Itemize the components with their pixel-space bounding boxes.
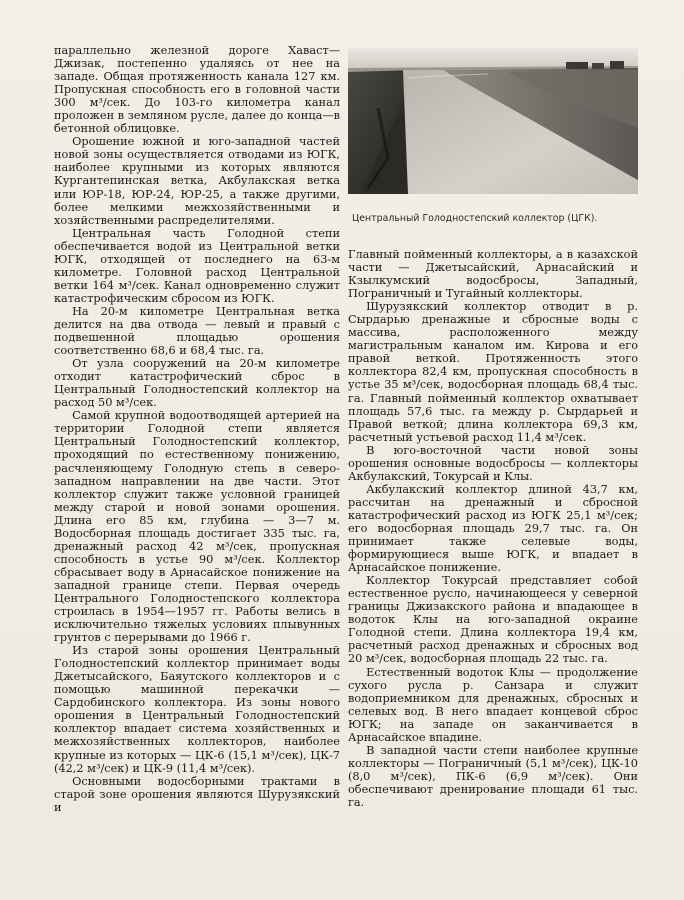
right-text-column — [348, 248, 638, 809]
left-text-column — [54, 44, 340, 814]
paragraph: От узла сооружений на 20-м километре отходит катастрофический сброс в Центральный Голодностепский коллектор на расход 50 м³/сек. — [54, 357, 340, 410]
paragraph: Самой крупной водоотводящей артерией на территории Голодной степи является Центральный Голодностепский коллектор, проходящий по естественному понижению, расчленяющему Голодную степь в северо-западном направлении на две части. Этот коллектор служит также условной границей между старой и новой зонами орошения. Длина его 85 км, глубина — 3—7 м. Водосборная площадь достигает 335 тыс. га, дренажный расход 42 м³/сек, пропускная способность в устье 90 м³/сек. Коллектор сбрасывает воду в Арнасайское понижение на западной границе степи. Первая очередь Центрального Голодностепского коллектора строилась в 1954—1957 гг. Работы велись в исключительно тяжелых условиях плывунных грунтов с перерывами до 1966 г. — [54, 409, 340, 645]
paragraph: В западной части степи наиболее крупные коллекторы — Пограничный (5,1 м³/сек), ЦК-10 (8,0 м³/сек), ПК-6 (6,9 м³/сек). Они обеспечивают дренирование площади 61 тыс. га. — [348, 743, 638, 809]
paragraph: В юго-восточной части новой зоны орошения основные водосбросы — коллекторы Акбулакский, Токурсай и Клы. — [348, 443, 638, 483]
paragraph: Естественный водоток Клы — продолжение сухого русла р. Санзара и служит водоприемником для дренажных, сбросных и селевых вод. В него впадает концевой сброс ЮГК; на западе он заканчивается в Арнасайское впадине. — [348, 665, 638, 744]
paragraph: Центральная часть Голодной степи обеспечивается водой из Центральной ветки ЮГК, отходящей от последнего на 63-м километре. Головной расход Центральной ветки 164 м³/сек. Канал одновременно служит катастрофическим сбросом из ЮГК. — [54, 226, 340, 305]
paragraph: Акбулакский коллектор длиной 43,7 км, рассчитан на дренажный и сбросной катастрофический расход из ЮГК 25,1 м³/сек; его водосборная площадь 29,7 тыс. га. Он принимает также селевые воды, формирующиеся выше ЮГК, и впадает в Арнасайское понижение. — [348, 482, 638, 575]
photo-caption: Центральный Голодностепский коллектор (ЦГК). — [352, 213, 598, 224]
paragraph: Основными водосборными трактами в старой зоне орошения являются Шурузякский и — [54, 774, 340, 814]
paragraph: На 20-м километре Центральная ветка делится на два отвода — левый и правый с подвешенной площадью орошения соответственно 68,6 и 68,4 тыс. га. — [54, 304, 340, 358]
paragraph: Коллектор Токурсай представляет собой естественное русло, начинающееся у северной границы Джизакского района и впадающее в водоток Клы на юго-западной окраине Голодной степи. Длина коллектора 19,4 км, расчетный расход дренажных и сбросных вод 20 м³/сек, водосборная площадь 22 тыс. га. — [348, 574, 638, 666]
paragraph: параллельно железной дороге Хаваст—Джизак, постепенно удаляясь от нее на западе. Общая протяженность канала 127 км. Пропускная способность его в головной части 300 м³/сек. До 103-го километра канал проложен в земляном русле, далее до конца—в бетонной облицовке. — [54, 44, 340, 136]
paragraph: Орошение южной и юго-западной частей новой зоны осуществляется отводами из ЮГК, наиболее крупными из которых являются Кургантепинская ветка, Акбулакская ветка или ЮР-18, ЮР-24, ЮР-25, а также другими, более мелкими межхозяйственными и хозяйственными распределителями. — [54, 135, 340, 227]
canal-photo-image — [348, 48, 638, 194]
collector-photo — [348, 48, 638, 194]
paragraph: Главный пойменный коллекторы, а в казахской части — Джетысайский, Арнасайский и Кзылкумский водосбросы, Западный, Пограничный и Тугайный коллекторы. — [348, 248, 638, 301]
paragraph: Шурузякский коллектор отводит в р. Сырдарью дренажные и сбросные воды с массива, расположенного между магистральным каналом им. Кирова и его правой веткой. Протяженность этого коллектора 82,4 км, пропускная способность в устье 35 м³/сек, водосборная площадь 68,4 тыс. га. Главный пойменный коллектор охватывает площадь 57,6 тыс. га между р. Сырдарьей и Правой веткой; длина коллектора 69,3 км, расчетный устьевой расход 11,4 м³/сек. — [348, 300, 638, 444]
paragraph: Из старой зоны орошения Центральный Голодностепский коллектор принимает воды Джетысайского, Баяутского коллекторов и с помощью машинной перекачки — Сардобинского коллектора. Из зоны нового орошения в Центральный Голодностепский коллектор впадает система хозяйственных и межхозяйственных коллекторов, наиболее крупные из которых — ЦК-6 (15,1 м³/сек), ЦК-7 (42,2 м³/сек) и ЦК-9 (11,4 м³/сек). — [54, 644, 340, 775]
